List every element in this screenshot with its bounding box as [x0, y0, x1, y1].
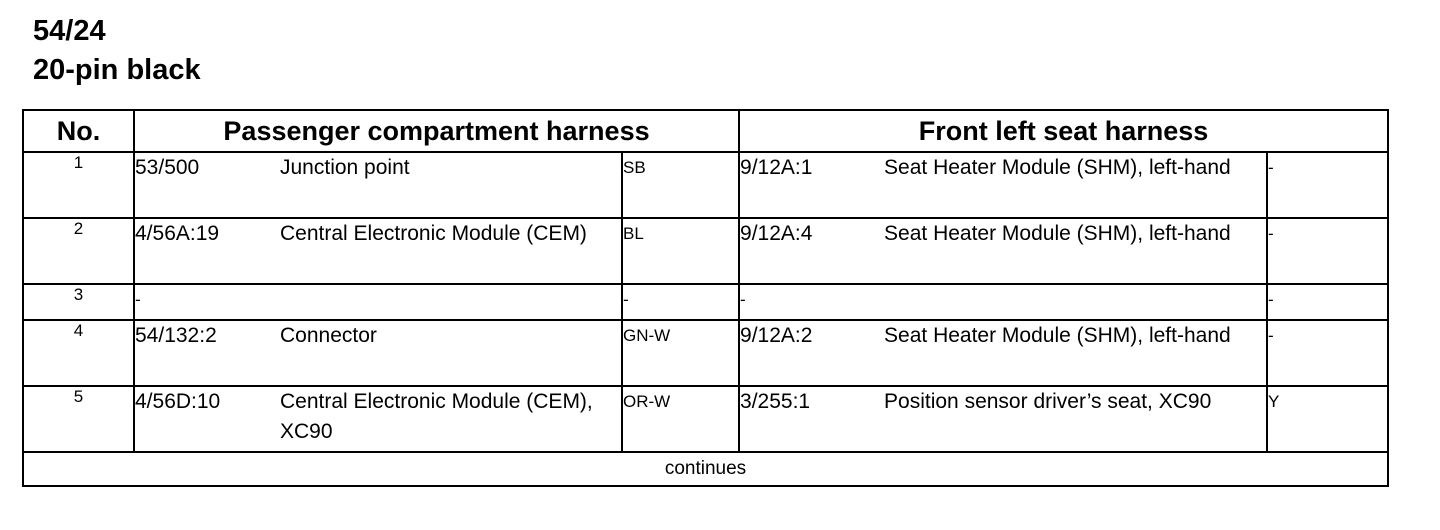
- seat-connector-code: 9/12A:2: [739, 320, 884, 386]
- seat-connector-code: 9/12A:1: [739, 152, 884, 218]
- continues-note: continues: [23, 452, 1388, 486]
- passenger-component: Central Electronic Module (CEM): [280, 218, 622, 284]
- seat-connector-code: 3/255:1: [739, 386, 884, 452]
- seat-wire-color: -: [1267, 152, 1388, 218]
- seat-wire-color: -: [1267, 218, 1388, 284]
- pin-number: 1: [23, 152, 134, 218]
- table-row: [23, 386, 1388, 452]
- passenger-connector-code: 53/500: [134, 152, 280, 218]
- pin-table: [22, 109, 1389, 487]
- passenger-component: [280, 284, 622, 320]
- seat-wire-color: -: [1267, 320, 1388, 386]
- seat-component: Seat Heater Module (SHM), left-hand: [884, 152, 1267, 218]
- pin-number: 2: [23, 218, 134, 284]
- connector-id: 54/24: [33, 15, 106, 47]
- table-row: [23, 218, 1388, 284]
- pin-number: 3: [23, 284, 134, 320]
- passenger-wire-color: BL: [622, 218, 739, 284]
- passenger-component: Junction point: [280, 152, 622, 218]
- seat-connector-code: 9/12A:4: [739, 218, 884, 284]
- passenger-component: Connector: [280, 320, 622, 386]
- passenger-wire-color: SB: [622, 152, 739, 218]
- column-header-no: No.: [23, 110, 134, 152]
- connector-heading: [33, 12, 201, 90]
- seat-wire-color: Y: [1267, 386, 1388, 452]
- passenger-connector-code: 54/132:2: [134, 320, 280, 386]
- seat-component: Position sensor driver’s seat, XC90: [884, 386, 1267, 452]
- column-header-front-left-seat-harness: Front left seat harness: [739, 110, 1388, 152]
- passenger-connector-code: -: [134, 284, 280, 320]
- column-header-passenger-harness: Passenger compartment harness: [134, 110, 739, 152]
- seat-component: [884, 284, 1267, 320]
- seat-connector-code: -: [739, 284, 884, 320]
- passenger-wire-color: OR-W: [622, 386, 739, 452]
- table-row: [23, 320, 1388, 386]
- seat-wire-color: -: [1267, 284, 1388, 320]
- seat-component: Seat Heater Module (SHM), left-hand: [884, 218, 1267, 284]
- table-header-row: [23, 110, 1388, 152]
- seat-component: Seat Heater Module (SHM), left-hand: [884, 320, 1267, 386]
- table-footer-row: [23, 452, 1388, 486]
- pin-number: 5: [23, 386, 134, 452]
- pin-number: 4: [23, 320, 134, 386]
- connector-description: 20-pin black: [33, 54, 201, 86]
- passenger-wire-color: GN-W: [622, 320, 739, 386]
- table-row: [23, 152, 1388, 218]
- passenger-component: Central Electronic Module (CEM), XC90: [280, 386, 622, 452]
- table-row: [23, 284, 1388, 320]
- passenger-wire-color: -: [622, 284, 739, 320]
- passenger-connector-code: 4/56A:19: [134, 218, 280, 284]
- passenger-connector-code: 4/56D:10: [134, 386, 280, 452]
